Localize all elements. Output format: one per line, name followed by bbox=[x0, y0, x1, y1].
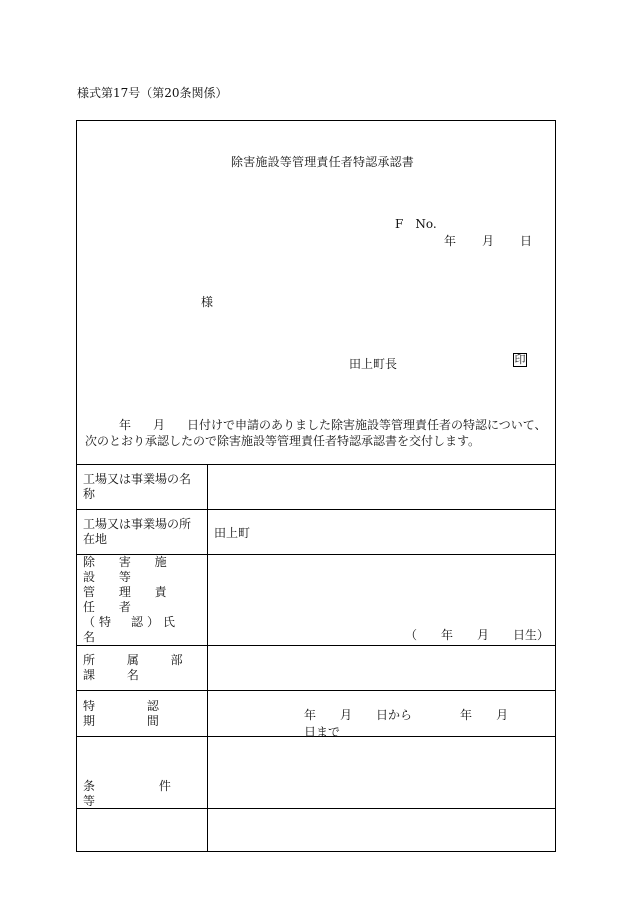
table-row bbox=[77, 465, 556, 510]
label-conditions bbox=[77, 737, 208, 852]
label-manager-name bbox=[77, 555, 208, 646]
table-row bbox=[77, 737, 556, 852]
details-table bbox=[76, 464, 556, 852]
value-period bbox=[208, 691, 556, 737]
table-row bbox=[77, 555, 556, 646]
issue-date-year: 年 bbox=[444, 234, 457, 248]
label-department bbox=[77, 646, 208, 691]
address-text: 田上町 bbox=[214, 525, 251, 540]
seal-mark: 印 bbox=[514, 353, 526, 366]
period-from-day: 日から bbox=[376, 708, 413, 722]
label-period bbox=[77, 691, 208, 737]
label-line-2-text: 管 理 責 任 者 bbox=[83, 585, 177, 614]
label-line-2 bbox=[83, 585, 201, 615]
table-row bbox=[77, 510, 556, 555]
period-text bbox=[304, 706, 555, 740]
issue-date-day: 日 bbox=[520, 234, 533, 248]
label-facility-address: 工場又は事業場の所在地 bbox=[77, 510, 208, 555]
label-conditions-text: 条 件 等 bbox=[83, 779, 201, 808]
body-sentence: 日付けで申請のありました除害施設等管理責任者の特認について、次のとおり承認したので除害施設等管理責任者特認承認書を交付します。 bbox=[85, 418, 547, 448]
value-facility-address bbox=[208, 510, 556, 555]
issue-date-month: 月 bbox=[482, 234, 495, 248]
label-line-3 bbox=[83, 615, 201, 645]
label-line-1 bbox=[83, 555, 201, 585]
table-row bbox=[77, 646, 556, 691]
approval-form bbox=[76, 120, 556, 809]
f-number bbox=[395, 217, 437, 231]
body-year: 年 bbox=[119, 418, 132, 432]
document-title: 除害施設等管理責任者特認承認書 bbox=[231, 155, 415, 169]
period-to-day: 日まで bbox=[304, 725, 341, 739]
value-facility-name bbox=[208, 465, 556, 510]
table-row bbox=[77, 691, 556, 737]
label-line-1-text: 除 害 施 設 等 bbox=[83, 555, 177, 584]
issue-date bbox=[444, 232, 532, 249]
period-from-month: 月 bbox=[340, 708, 353, 722]
addressee-suffix: 様 bbox=[201, 295, 214, 309]
body-month: 月 bbox=[153, 418, 166, 432]
label-facility-name: 工場又は事業場の名称 bbox=[77, 465, 208, 510]
issuer-name: 田上町長 bbox=[349, 357, 398, 371]
label-period-text: 特 認 期 間 bbox=[83, 698, 183, 728]
value-department bbox=[208, 646, 556, 691]
label-department-text: 所 属 部 課 名 bbox=[83, 653, 197, 682]
value-conditions bbox=[208, 737, 556, 852]
f-number-label: No. bbox=[415, 217, 437, 231]
form-number: 様式第17号（第20条関係） bbox=[77, 86, 228, 100]
f-number-prefix: F bbox=[395, 217, 404, 231]
period-to-month: 月 bbox=[496, 708, 509, 722]
body-text bbox=[85, 417, 551, 449]
period-to-year: 年 bbox=[460, 708, 473, 722]
period-from-year: 年 bbox=[304, 708, 317, 722]
value-manager-name bbox=[208, 555, 556, 646]
label-line-3-text: （特 認）氏 名 bbox=[83, 615, 196, 644]
birth-date: （ 年 月 日生） bbox=[404, 628, 549, 642]
